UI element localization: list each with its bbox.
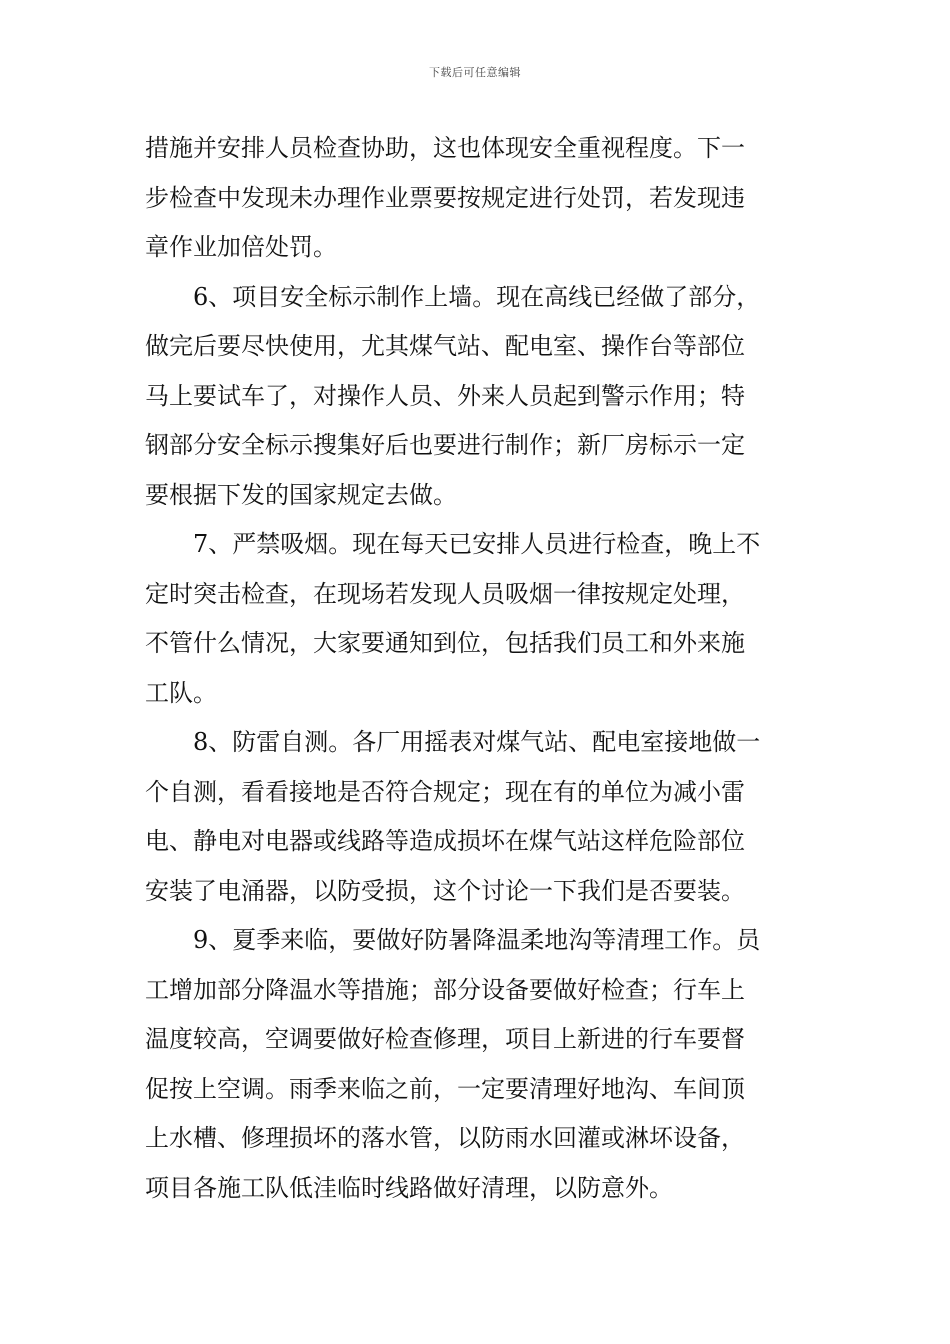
text-line: 7、严禁吸烟。现在每天已安排人员进行检查，晚上不 <box>193 530 761 558</box>
document-body <box>145 124 807 1213</box>
text-line: 做完后要尽快使用，尤其煤气站、配电室、操作台等部位 <box>145 332 745 360</box>
text-line: 要根据下发的国家规定去做。 <box>145 480 457 509</box>
paragraph-item-9 <box>145 916 807 1213</box>
paragraph-continuation <box>145 124 807 273</box>
text-line: 工增加部分降温水等措施；部分设备要做好检查；行车上 <box>145 975 745 1004</box>
text-line: 马上要试车了，对操作人员、外来人员起到警示作用；特 <box>145 381 745 410</box>
text-line: 电、静电对电器或线路等造成损坏在煤气站这样危险部位 <box>145 827 745 855</box>
text-line: 钢部分安全标示搜集好后也要进行制作；新厂房标示一定 <box>145 431 745 459</box>
text-line: 温度较高，空调要做好检查修理，项目上新进的行车要督 <box>145 1025 745 1053</box>
text-line: 不管什么情况，大家要通知到位，包括我们员工和外来施 <box>145 629 745 657</box>
text-line: 上水槽、修理损坏的落水管，以防雨水回灌或淋坏设备， <box>145 1124 745 1152</box>
text-line: 9、夏季来临，要做好防暑降温柔地沟等清理工作。员 <box>193 926 761 954</box>
text-line: 章作业加倍处罚。 <box>145 233 337 261</box>
page-header: 下载后可任意编辑 <box>429 66 521 79</box>
text-line: 定时突击检查，在现场若发现人员吸烟一律按规定处理， <box>145 579 745 608</box>
paragraph-item-7 <box>145 520 807 718</box>
text-line: 6、项目安全标示制作上墙。现在高线已经做了部分， <box>193 282 761 311</box>
text-line: 安装了电涌器，以防受损，这个讨论一下我们是否要装。 <box>145 876 745 905</box>
paragraph-item-8 <box>145 718 807 916</box>
text-line: 8、防雷自测。各厂用摇表对煤气站、配电室接地做一 <box>193 728 761 756</box>
text-line: 个自测，看看接地是否符合规定；现在有的单位为减小雷 <box>145 777 745 806</box>
paragraph-item-6 <box>145 273 807 521</box>
text-line: 措施并安排人员检查协助，这也体现安全重视程度。下一 <box>145 134 745 162</box>
text-line: 项目各施工队低洼临时线路做好清理，以防意外。 <box>145 1173 673 1202</box>
text-line: 步检查中发现未办理作业票要按规定进行处罚，若发现违 <box>145 183 745 212</box>
text-line: 促按上空调。雨季来临之前，一定要清理好地沟、车间顶 <box>145 1074 745 1103</box>
text-line: 工队。 <box>145 678 217 707</box>
